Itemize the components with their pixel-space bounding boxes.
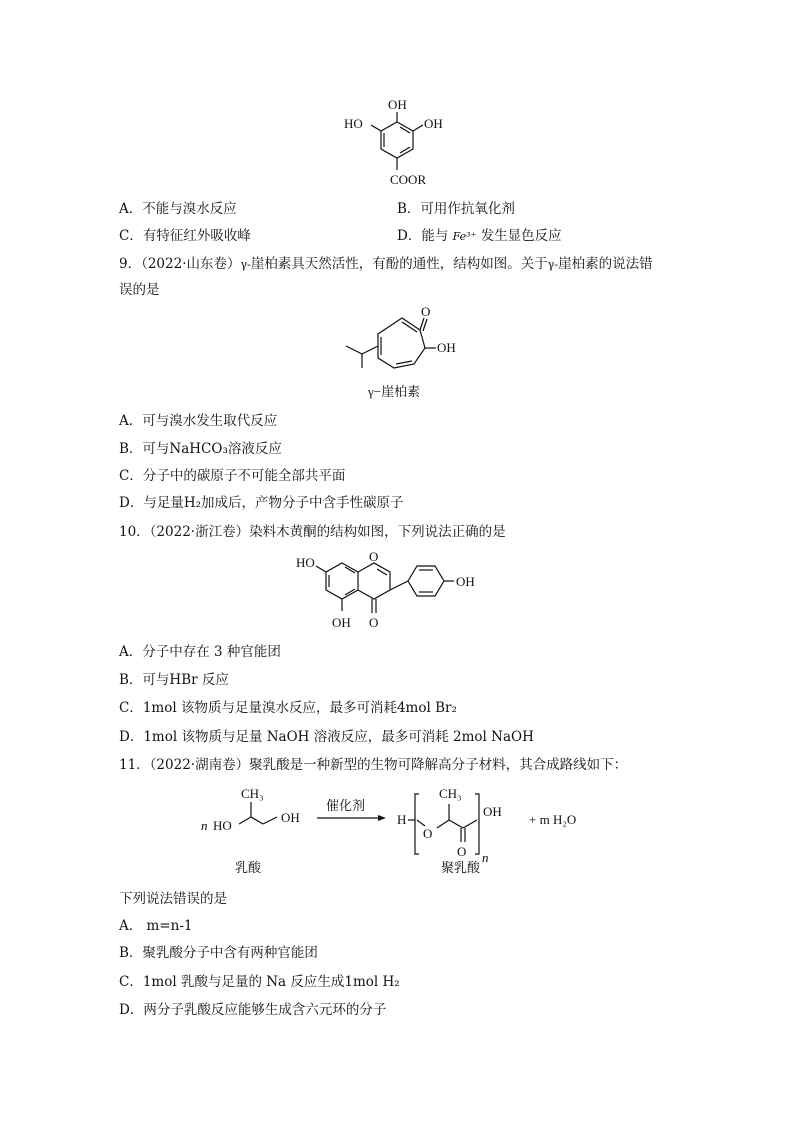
q9-option-a: A．可与溴水发生取代反应 [119, 413, 278, 429]
fe3-ion: Fe³⁺ [452, 230, 477, 243]
polymer-subscript-n: n [482, 850, 489, 865]
q10-option-a: A．分子中存在 3 种官能团 [119, 644, 281, 660]
oh-top-label: OH [388, 97, 407, 112]
catalyst-label: 催化剂 [326, 798, 366, 813]
polylactic-acid-label: 聚乳酸 [441, 860, 481, 875]
q9-option-c: C．分子中的碳原子不可能全部共平面 [119, 468, 346, 484]
q8-option-d-suffix: 发生显色反应 [480, 228, 562, 244]
polylactic-acid-scheme [195, 780, 605, 880]
carbonyl-o-label: O [369, 615, 379, 630]
gallate-structure [330, 92, 470, 192]
oh-right-label: OH [424, 116, 443, 131]
ch3-right-label: CH₃ [439, 786, 462, 801]
oh-left-label: OH [281, 810, 300, 825]
q10-stem: 10．（2022·浙江卷）染料木黄酮的结构如图，下列说法正确的是 [119, 524, 506, 540]
q10-option-b: B．可与HBr 反应 [119, 672, 229, 688]
n-coefficient: n [201, 818, 208, 833]
q8-option-d [397, 227, 562, 246]
q11-stem: 11．（2022·湖南卷）聚乳酸是一种新型的生物可降解高分子材料，其合成路线如下： [119, 757, 628, 773]
h-label: H [397, 812, 407, 827]
q9-stem-line2: 误的是 [119, 282, 160, 298]
carbonyl-o-label: O [457, 844, 467, 859]
q9-stem-part-b: 崖柏素具天然活性，有酚的通性，结构如图。关于 [250, 256, 548, 272]
q8-option-b: B．可用作抗氧化剂 [397, 201, 515, 217]
ho-label: HO [213, 818, 232, 833]
q11-prompt: 下列说法错误的是 [119, 891, 227, 907]
q11-option-c: C．1mol 乳酸与足量的 Na 反应生成1mol H₂ [119, 974, 400, 990]
gamma-symbol-2: γ- [547, 258, 559, 271]
oh-label: OH [437, 340, 456, 355]
oh-right-label: OH [483, 804, 502, 819]
q8-option-a: A．不能与溴水反应 [119, 201, 237, 217]
q9-stem-line1 [119, 255, 653, 274]
q9-option-b: B．可与NaHCO₃溶液反应 [119, 441, 282, 457]
q9-stem-part-c: 崖柏素的说法错 [558, 256, 653, 272]
q11-option-d: D．两分子乳酸反应能够生成含六元环的分子 [119, 1002, 387, 1018]
q10-option-c: C．1mol 该物质与足量溴水反应，最多可消耗4mol Br₂ [119, 700, 457, 716]
oh-bottom-label: OH [332, 615, 351, 630]
q9-stem-part-a: 9．（2022·山东卷） [119, 256, 241, 272]
q11-option-b: B．聚乳酸分子中含有两种官能团 [119, 945, 318, 961]
ch3-left-label: CH₃ [241, 786, 264, 801]
q11-option-a: A． m=n-1 [119, 918, 193, 934]
ring-o-label: O [369, 549, 379, 564]
oh-right-label: OH [456, 574, 475, 589]
genistein-structure [290, 545, 510, 637]
ho-left-label: HO [344, 116, 363, 131]
ho-label: HO [296, 555, 315, 570]
water-label: + m H₂O [529, 812, 577, 827]
hinokitiol-structure [330, 304, 470, 404]
q9-option-d: D．与足量H₂加成后，产物分子中含手性碳原子 [119, 495, 404, 511]
ether-o-label: O [423, 826, 433, 841]
q8-option-d-prefix: D．能与 [397, 228, 449, 244]
gamma-symbol-1: γ- [240, 258, 251, 271]
lactic-acid-label: 乳酸 [235, 860, 262, 875]
structure-caption: γ−崖柏素 [368, 384, 421, 399]
q10-option-d: D．1mol 该物质与足量 NaOH 溶液反应，最多可消耗 2mol NaOH [119, 729, 534, 745]
q8-option-c: C．有特征红外吸收峰 [119, 228, 251, 244]
coor-label: COOR [390, 172, 427, 187]
carbonyl-o-label: O [421, 304, 431, 319]
